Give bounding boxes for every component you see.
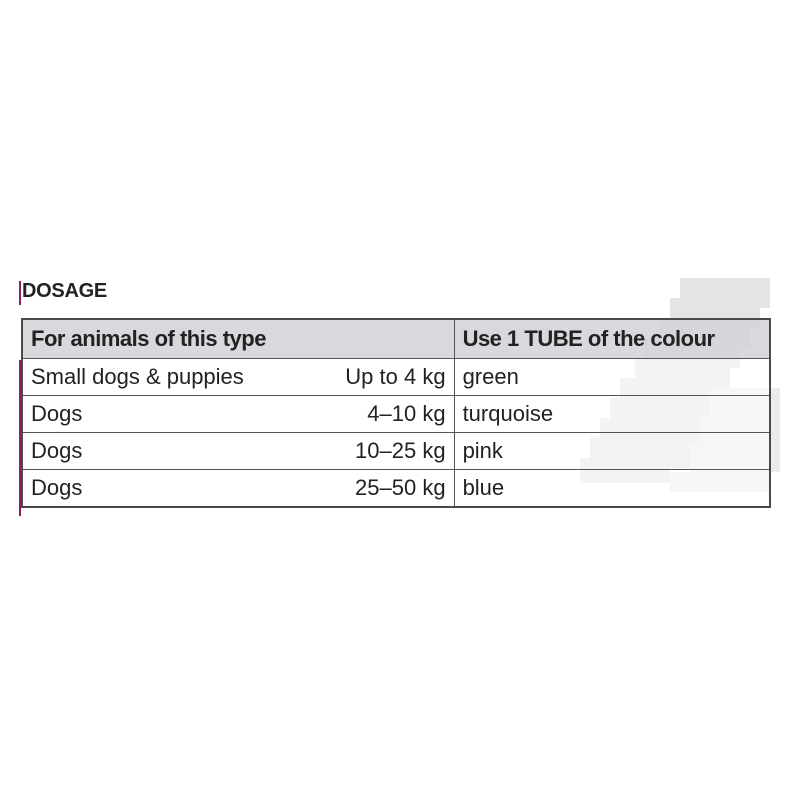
table-row <box>22 433 770 470</box>
tube-colour-cell: pink <box>454 433 770 470</box>
column-header-animal-type: For animals of this type <box>22 319 454 359</box>
animal-name: Dogs <box>31 475 83 500</box>
animal-name: Dogs <box>31 401 83 426</box>
dosage-heading: DOSAGE <box>22 280 107 302</box>
row-accent-bar <box>19 360 21 516</box>
tube-colour-cell: blue <box>454 470 770 508</box>
animal-cell <box>22 470 454 508</box>
tube-colour-cell: green <box>454 359 770 396</box>
table-header-row <box>22 319 770 359</box>
animal-name: Dogs <box>31 438 83 463</box>
animal-name: Small dogs & puppies <box>31 364 244 389</box>
table-row <box>22 359 770 396</box>
animal-cell <box>22 396 454 433</box>
weight-range: Up to 4 kg <box>345 364 446 389</box>
table-row <box>22 396 770 433</box>
weight-range: 10–25 kg <box>355 438 446 463</box>
column-header-tube-colour: Use 1 TUBE of the colour <box>454 319 770 359</box>
tube-colour-cell: turquoise <box>454 396 770 433</box>
weight-range: 4–10 kg <box>367 401 446 426</box>
dosage-table <box>21 318 771 508</box>
table-row <box>22 470 770 508</box>
animal-cell <box>22 433 454 470</box>
weight-range: 25–50 kg <box>355 475 446 500</box>
animal-cell <box>22 359 454 396</box>
